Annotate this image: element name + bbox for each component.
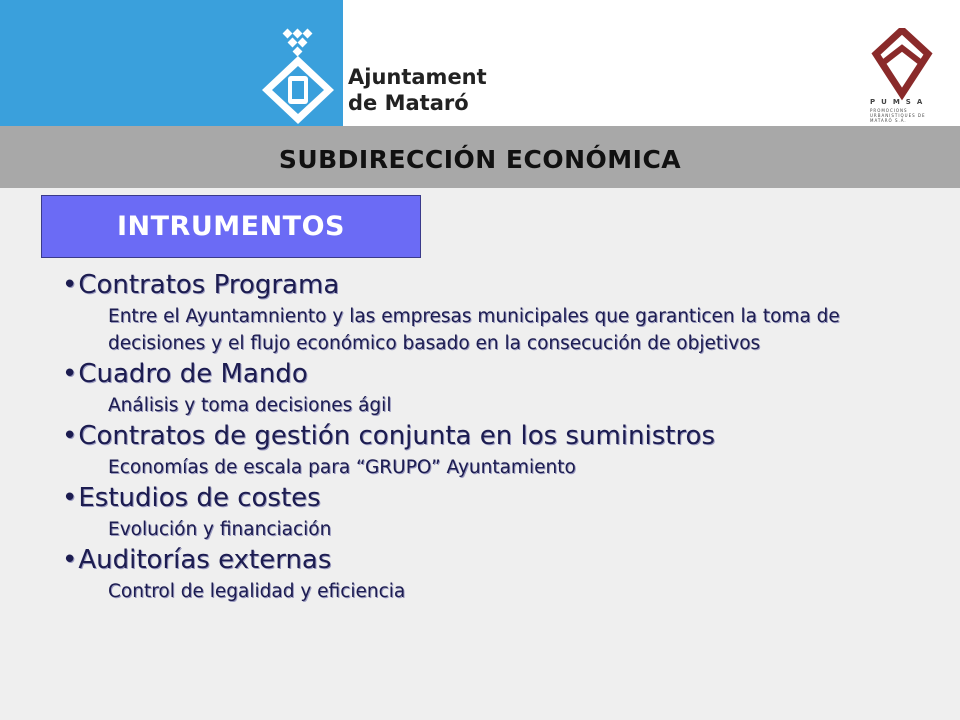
item-description: Análisis y toma decisiones ágil	[108, 395, 392, 416]
partner-tagline: PROMOCIONS URBANISTIQUES DE MATARÓ S.A.	[870, 108, 926, 123]
bullet-icon: •	[62, 359, 78, 389]
bullet-icon: •	[62, 270, 78, 300]
item-description: Economías de escala para “GRUPO” Ayuntamiento	[108, 457, 576, 478]
item-description: Control de legalidad y eficiencia	[108, 581, 406, 602]
organization-name	[348, 64, 487, 116]
list-item	[62, 268, 942, 357]
bullet-icon: •	[62, 483, 78, 513]
organization-name-line1: Ajuntament	[348, 65, 487, 89]
bullet-icon: •	[62, 545, 78, 575]
section-title: SUBDIRECCIÓN ECONÓMICA	[278, 144, 682, 174]
item-title: Contratos de gestión conjunta en los suministros	[78, 421, 716, 451]
bullet-icon: •	[62, 421, 78, 451]
list-item	[62, 419, 942, 481]
section-band	[0, 126, 960, 188]
instruments-label: INTRUMENTOS	[117, 211, 345, 242]
item-description: Entre el Ayuntamniento y las empresas municipales que garanticen la toma de decisiones y el flujo económico basado en la consecución de objetivos	[108, 306, 840, 354]
list-item	[62, 543, 942, 605]
instruments-label-box	[41, 195, 421, 258]
item-title: Estudios de costes	[78, 483, 321, 513]
item-title: Contratos Programa	[78, 270, 340, 300]
item-description: Evolución y financiación	[108, 519, 332, 540]
instruments-list	[62, 268, 942, 605]
organization-name-line2: de Mataró	[348, 91, 469, 115]
ajuntament-mataro-shield-icon	[262, 26, 342, 126]
list-item	[62, 357, 942, 419]
partner-name: PUMSA	[870, 98, 929, 106]
item-title: Auditorías externas	[78, 545, 332, 575]
item-title: Cuadro de Mando	[78, 359, 308, 389]
list-item	[62, 481, 942, 543]
